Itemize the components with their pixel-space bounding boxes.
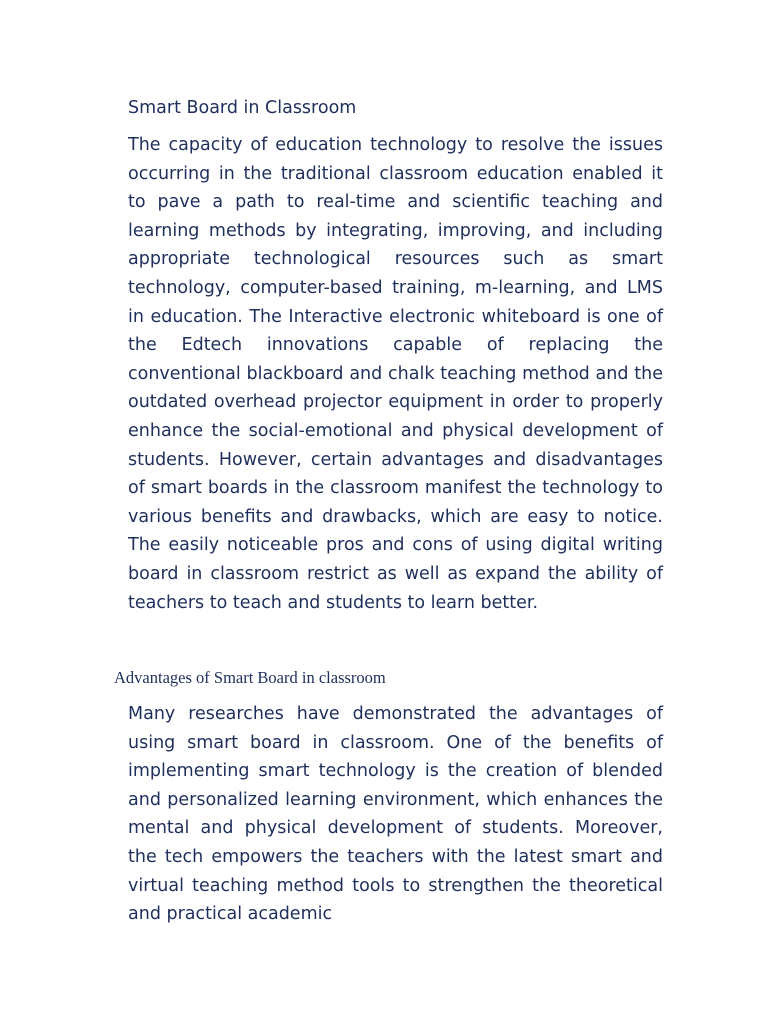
document-title: Smart Board in Classroom — [128, 98, 357, 118]
advantages-paragraph: Many researches have demonstrated the advantages of using smart board in classroom. One of the benefits of implementing smart technology is the creation of blended and personalized learning environment, which enhances the mental and physical development of students. Moreover, the tech empowers the teachers with the latest smart and virtual teaching method tools to strengthen the theoretical and practical academic — [128, 704, 663, 925]
section-heading: Advantages of Smart Board in classroom — [114, 668, 386, 687]
intro-paragraph: The capacity of education technology to resolve the issues occurring in the traditional classroom education enabled it to pave a path to real-time and scientific teaching and learning methods by integrating, improving, and including appropriate technological resources such as smart technology, computer-based training, m-learning, and LMS in education. The Interactive electronic whiteboard is one of the Edtech innovations capable of replacing the conventional blackboard and chalk teaching method and the outdated overhead projector equipment in order to properly enhance the social-emotional and physical development of students. However, certain advantages and disadvantages of smart boards in the classroom manifest the technology to various benefits and drawbacks, which are easy to notice. The easily noticeable pros and cons of using digital writing board in classroom restrict as well as expand the ability of teachers to teach and students to learn better. — [128, 135, 663, 613]
